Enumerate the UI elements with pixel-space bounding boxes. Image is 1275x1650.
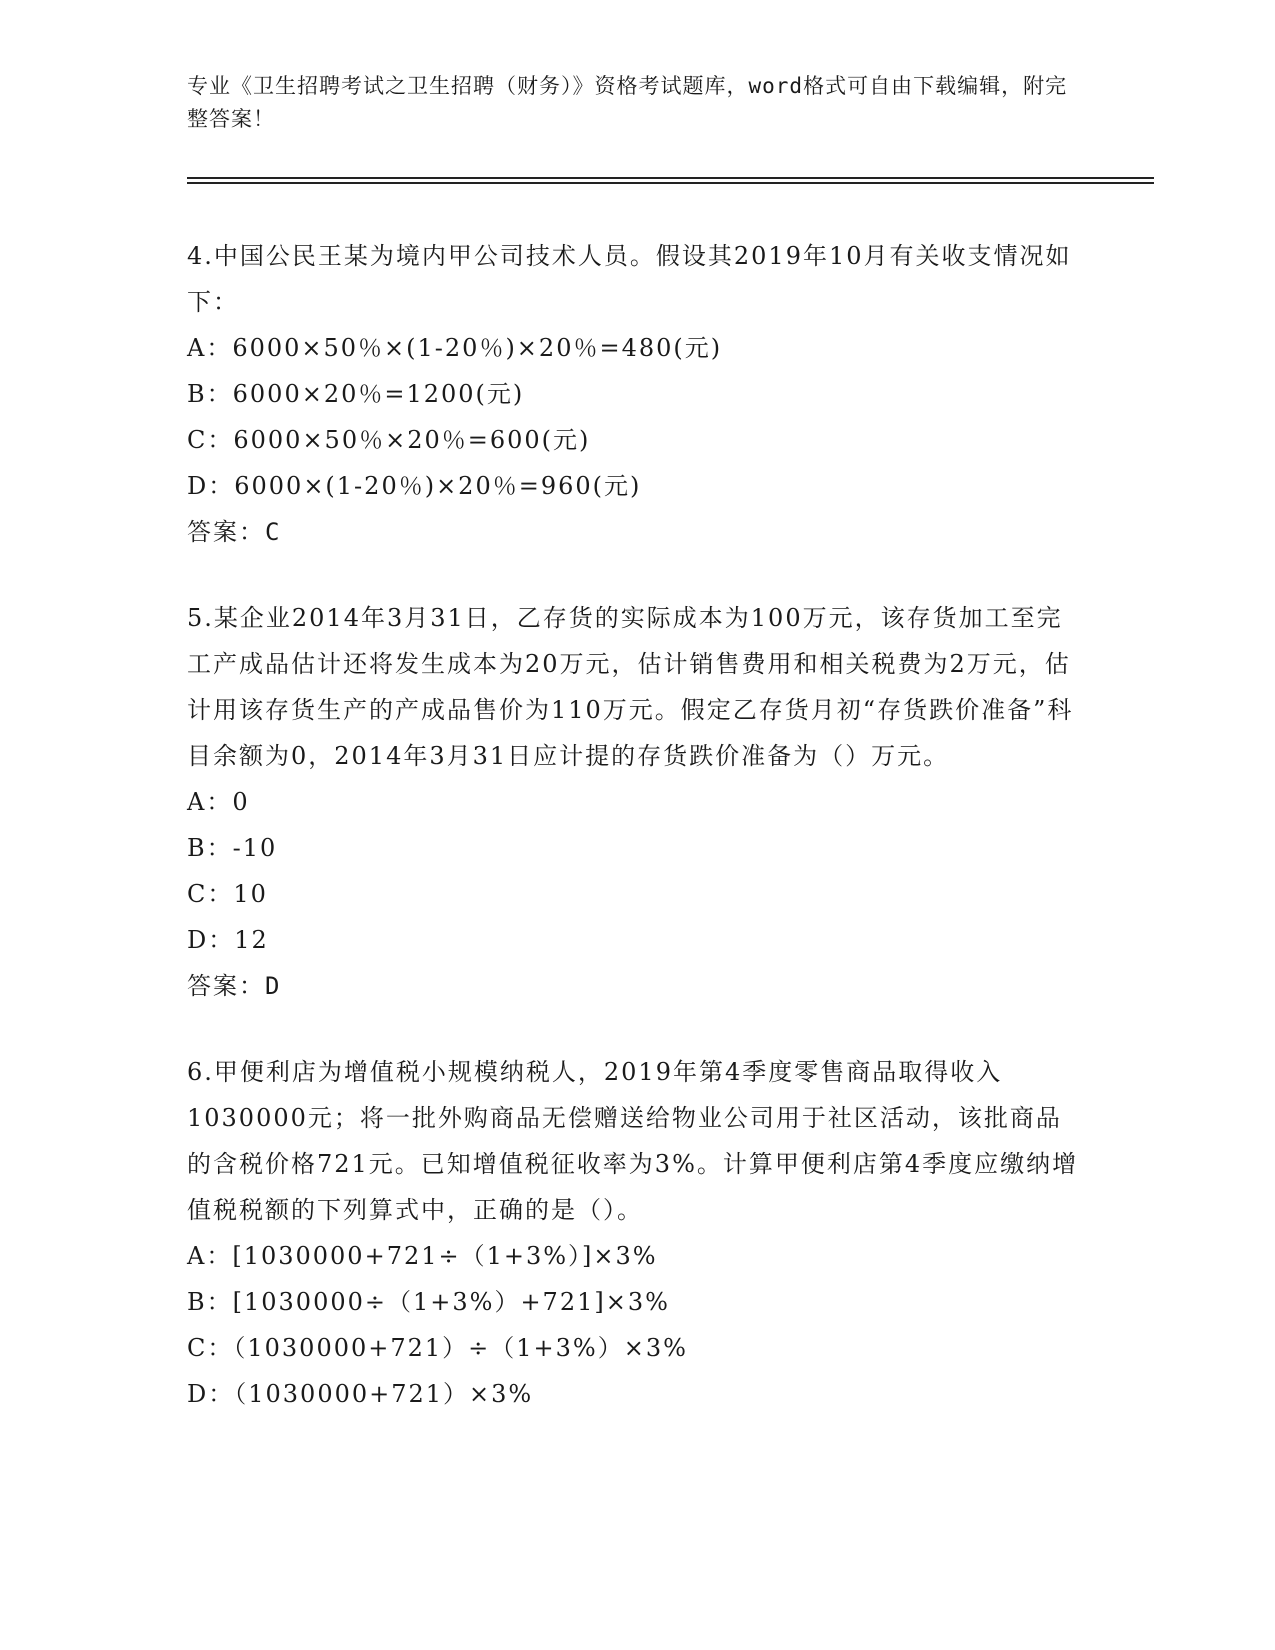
option-a: A：[1030000+721÷（1+3%）]×3% xyxy=(187,1242,658,1270)
question-list xyxy=(187,233,1087,1457)
option-a: A：6000×50％×(1-20％)×20％=480(元) xyxy=(187,334,723,362)
question-5 xyxy=(187,595,1087,1009)
header-divider-top xyxy=(187,177,1154,179)
option-d: D：6000×(1-20％)×20％=960(元) xyxy=(187,472,642,500)
question-stem: 5.某企业2014年3月31日，乙存货的实际成本为100万元，该存货加工至完工产成品估计还将发生成本为20万元，估计销售费用和相关税费为2万元，估计用该存货生产的产成品售价为110万元。假定乙存货月初“存货跌价准备”科目余额为0，2014年3月31日应计提的存货跌价准备为（）万元。 xyxy=(187,604,1074,770)
answer: 答案：D xyxy=(187,972,282,1000)
option-b: B：[1030000÷（1+3%）+721]×3% xyxy=(187,1288,670,1316)
header-divider-bottom xyxy=(187,182,1154,184)
answer: 答案：C xyxy=(187,518,282,546)
question-4 xyxy=(187,233,1087,555)
question-6 xyxy=(187,1049,1087,1417)
option-c: C：（1030000+721）÷（1+3%）×3% xyxy=(187,1334,688,1362)
option-c: C：6000×50％×20％=600(元) xyxy=(187,426,591,454)
question-stem: 6.甲便利店为增值税小规模纳税人，2019年第4季度零售商品取得收入1030000元；将一批外购商品无偿赠送给物业公司用于社区活动，该批商品的含税价格721元。已知增值税征收率为3%。计算甲便利店第4季度应缴纳增值税税额的下列算式中，正确的是（）。 xyxy=(187,1058,1079,1224)
option-d: D：12 xyxy=(187,926,269,954)
question-stem: 4.中国公民王某为境内甲公司技术人员。假设其2019年10月有关收支情况如下： xyxy=(187,242,1072,316)
document-header: 专业《卫生招聘考试之卫生招聘（财务）》资格考试题库，word格式可自由下载编辑，附完整答案！ xyxy=(187,74,1068,131)
option-b: B：6000×20％=1200(元) xyxy=(187,380,525,408)
option-a: A：0 xyxy=(187,788,250,816)
option-d: D：（1030000+721）×3% xyxy=(187,1380,534,1408)
option-b: B：-10 xyxy=(187,834,278,862)
option-c: C：10 xyxy=(187,880,268,908)
